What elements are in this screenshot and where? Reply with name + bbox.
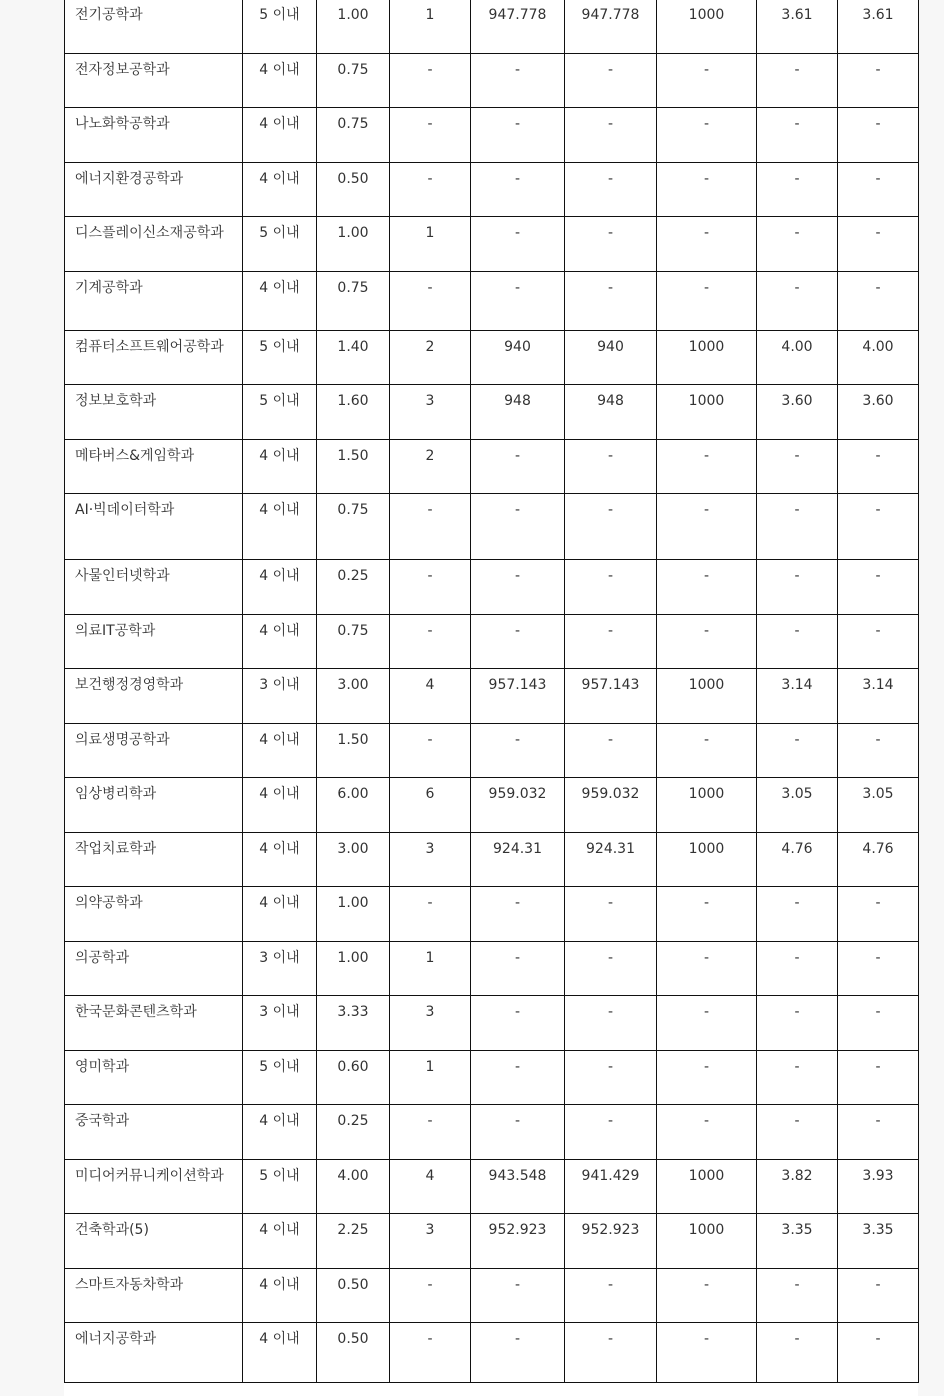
score-cell: -: [565, 996, 657, 1051]
count-cell: -: [390, 494, 471, 560]
grade-cell: -: [838, 941, 919, 996]
table-row: [65, 614, 919, 669]
table-row: [65, 1214, 919, 1269]
dept-cell: AI·빅데이터학과: [65, 494, 243, 560]
ratio-cell: 1.50: [317, 723, 390, 778]
limit-cell: 4 이내: [243, 1323, 317, 1383]
grade-cell: -: [838, 560, 919, 615]
score-cell: 957.143: [471, 669, 565, 724]
grade-cell: -: [757, 723, 838, 778]
ratio-cell: 3.33: [317, 996, 390, 1051]
ratio-cell: 0.50: [317, 1323, 390, 1383]
score-cell: -: [565, 108, 657, 163]
ratio-cell: 1.00: [317, 0, 390, 53]
limit-cell: 4 이내: [243, 560, 317, 615]
count-cell: -: [390, 723, 471, 778]
table-row: [65, 723, 919, 778]
grade-cell: -: [757, 887, 838, 942]
score-cell: -: [565, 887, 657, 942]
admission-results-table: [64, 0, 919, 1383]
score-cell: -: [471, 494, 565, 560]
grade-cell: -: [838, 108, 919, 163]
ratio-cell: 1.00: [317, 941, 390, 996]
grade-cell: -: [757, 217, 838, 272]
grade-cell: -: [838, 439, 919, 494]
table-row: [65, 494, 919, 560]
dept-cell: 영미학과: [65, 1050, 243, 1105]
score-cell: -: [565, 439, 657, 494]
count-cell: 1: [390, 217, 471, 272]
score-cell: -: [657, 560, 757, 615]
grade-cell: -: [838, 1323, 919, 1383]
grade-cell: -: [757, 439, 838, 494]
grade-cell: -: [838, 162, 919, 217]
dept-cell: 보건행정경영학과: [65, 669, 243, 724]
ratio-cell: 1.00: [317, 887, 390, 942]
grade-cell: 3.35: [838, 1214, 919, 1269]
ratio-cell: 0.25: [317, 560, 390, 615]
dept-cell: 스마트자동차학과: [65, 1268, 243, 1323]
limit-cell: 5 이내: [243, 385, 317, 440]
limit-cell: 4 이내: [243, 494, 317, 560]
count-cell: 3: [390, 1214, 471, 1269]
grade-cell: -: [838, 996, 919, 1051]
grade-cell: -: [757, 162, 838, 217]
grade-cell: -: [757, 1323, 838, 1383]
page-margin-left: [0, 0, 64, 1396]
score-cell: -: [471, 1050, 565, 1105]
score-cell: 943.548: [471, 1159, 565, 1214]
score-cell: -: [471, 53, 565, 108]
dept-cell: 의약공학과: [65, 887, 243, 942]
score-cell: -: [565, 723, 657, 778]
dept-cell: 기계공학과: [65, 271, 243, 330]
dept-cell: 전기공학과: [65, 0, 243, 53]
dept-cell: 메타버스&게임학과: [65, 439, 243, 494]
dept-cell: 임상병리학과: [65, 778, 243, 833]
table-row: [65, 162, 919, 217]
table-row: [65, 941, 919, 996]
limit-cell: 4 이내: [243, 614, 317, 669]
ratio-cell: 1.50: [317, 439, 390, 494]
count-cell: 3: [390, 385, 471, 440]
score-cell: -: [657, 494, 757, 560]
grade-cell: 3.35: [757, 1214, 838, 1269]
grade-cell: -: [838, 1268, 919, 1323]
dept-cell: 전자정보공학과: [65, 53, 243, 108]
score-cell: -: [657, 941, 757, 996]
count-cell: -: [390, 1105, 471, 1160]
dept-cell: 사물인터넷학과: [65, 560, 243, 615]
score-cell: 1000: [657, 1214, 757, 1269]
grade-cell: -: [838, 1050, 919, 1105]
count-cell: 3: [390, 832, 471, 887]
score-cell: -: [565, 1323, 657, 1383]
limit-cell: 4 이내: [243, 778, 317, 833]
limit-cell: 4 이내: [243, 162, 317, 217]
dept-cell: 건축학과(5): [65, 1214, 243, 1269]
limit-cell: 4 이내: [243, 887, 317, 942]
table-row: [65, 108, 919, 163]
score-cell: -: [471, 614, 565, 669]
dept-cell: 컴퓨터소프트웨어공학과: [65, 330, 243, 385]
score-cell: -: [657, 614, 757, 669]
limit-cell: 3 이내: [243, 996, 317, 1051]
ratio-cell: 0.25: [317, 1105, 390, 1160]
grade-cell: -: [838, 271, 919, 330]
grade-cell: 3.60: [757, 385, 838, 440]
table-row: [65, 996, 919, 1051]
grade-cell: -: [838, 53, 919, 108]
count-cell: -: [390, 53, 471, 108]
score-cell: -: [565, 494, 657, 560]
dept-cell: 에너지환경공학과: [65, 162, 243, 217]
score-cell: 940: [565, 330, 657, 385]
limit-cell: 4 이내: [243, 1268, 317, 1323]
score-cell: 924.31: [471, 832, 565, 887]
limit-cell: 4 이내: [243, 1214, 317, 1269]
score-cell: -: [657, 1268, 757, 1323]
table-row: [65, 271, 919, 330]
page-margin-right: [918, 0, 944, 1396]
table-row: [65, 385, 919, 440]
limit-cell: 4 이내: [243, 832, 317, 887]
score-cell: -: [565, 271, 657, 330]
grade-cell: -: [757, 1268, 838, 1323]
count-cell: 4: [390, 1159, 471, 1214]
table-row: [65, 0, 919, 53]
score-cell: -: [471, 1105, 565, 1160]
limit-cell: 5 이내: [243, 217, 317, 272]
score-cell: 1000: [657, 669, 757, 724]
limit-cell: 3 이내: [243, 669, 317, 724]
ratio-cell: 0.75: [317, 271, 390, 330]
ratio-cell: 0.50: [317, 1268, 390, 1323]
score-cell: 959.032: [565, 778, 657, 833]
score-cell: 948: [565, 385, 657, 440]
score-cell: 1000: [657, 778, 757, 833]
score-cell: -: [471, 723, 565, 778]
grade-cell: 3.05: [757, 778, 838, 833]
score-cell: 947.778: [565, 0, 657, 53]
grade-cell: 3.61: [757, 0, 838, 53]
score-cell: -: [471, 887, 565, 942]
score-cell: 941.429: [565, 1159, 657, 1214]
limit-cell: 4 이내: [243, 271, 317, 330]
limit-cell: 3 이내: [243, 941, 317, 996]
score-cell: -: [565, 217, 657, 272]
limit-cell: 5 이내: [243, 330, 317, 385]
dept-cell: 정보보호학과: [65, 385, 243, 440]
count-cell: -: [390, 1268, 471, 1323]
dept-cell: 한국문화콘텐츠학과: [65, 996, 243, 1051]
table-row: [65, 887, 919, 942]
count-cell: -: [390, 887, 471, 942]
grade-cell: -: [838, 887, 919, 942]
ratio-cell: 2.25: [317, 1214, 390, 1269]
score-cell: -: [565, 1105, 657, 1160]
dept-cell: 작업치료학과: [65, 832, 243, 887]
grade-cell: -: [757, 53, 838, 108]
score-cell: 947.778: [471, 0, 565, 53]
score-cell: -: [471, 560, 565, 615]
limit-cell: 4 이내: [243, 1105, 317, 1160]
score-cell: -: [471, 217, 565, 272]
score-cell: -: [471, 271, 565, 330]
ratio-cell: 6.00: [317, 778, 390, 833]
score-cell: -: [471, 1323, 565, 1383]
ratio-cell: 3.00: [317, 669, 390, 724]
score-cell: -: [471, 108, 565, 163]
score-cell: 1000: [657, 0, 757, 53]
score-cell: -: [471, 996, 565, 1051]
table-row: [65, 778, 919, 833]
ratio-cell: 4.00: [317, 1159, 390, 1214]
grade-cell: -: [757, 941, 838, 996]
score-cell: -: [657, 162, 757, 217]
ratio-cell: 1.40: [317, 330, 390, 385]
limit-cell: 4 이내: [243, 108, 317, 163]
table-row: [65, 560, 919, 615]
grade-cell: 4.76: [838, 832, 919, 887]
table-row: [65, 217, 919, 272]
grade-cell: -: [757, 494, 838, 560]
count-cell: 1: [390, 0, 471, 53]
count-cell: 2: [390, 439, 471, 494]
score-cell: -: [657, 887, 757, 942]
table-row: [65, 439, 919, 494]
score-cell: -: [471, 941, 565, 996]
grade-cell: 3.05: [838, 778, 919, 833]
count-cell: -: [390, 560, 471, 615]
grade-cell: 4.00: [757, 330, 838, 385]
score-cell: -: [471, 162, 565, 217]
table-row: [65, 1159, 919, 1214]
dept-cell: 의료생명공학과: [65, 723, 243, 778]
score-cell: -: [565, 53, 657, 108]
score-cell: -: [565, 162, 657, 217]
grade-cell: 4.00: [838, 330, 919, 385]
score-cell: -: [657, 723, 757, 778]
table-row: [65, 832, 919, 887]
score-cell: 959.032: [471, 778, 565, 833]
count-cell: -: [390, 1323, 471, 1383]
limit-cell: 4 이내: [243, 53, 317, 108]
grade-cell: 3.61: [838, 0, 919, 53]
grade-cell: -: [838, 217, 919, 272]
score-cell: -: [471, 439, 565, 494]
score-cell: -: [565, 1268, 657, 1323]
dept-cell: 중국학과: [65, 1105, 243, 1160]
grade-cell: -: [838, 494, 919, 560]
limit-cell: 4 이내: [243, 723, 317, 778]
grade-cell: -: [838, 614, 919, 669]
score-cell: -: [565, 1050, 657, 1105]
score-cell: -: [565, 560, 657, 615]
score-cell: -: [565, 614, 657, 669]
score-cell: 957.143: [565, 669, 657, 724]
grade-cell: -: [757, 560, 838, 615]
score-cell: -: [657, 1105, 757, 1160]
score-cell: -: [657, 996, 757, 1051]
ratio-cell: 1.00: [317, 217, 390, 272]
count-cell: -: [390, 614, 471, 669]
count-cell: -: [390, 271, 471, 330]
grade-cell: 3.60: [838, 385, 919, 440]
score-cell: 952.923: [565, 1214, 657, 1269]
grade-cell: -: [757, 271, 838, 330]
ratio-cell: 0.75: [317, 53, 390, 108]
dept-cell: 의공학과: [65, 941, 243, 996]
score-cell: -: [471, 1268, 565, 1323]
grade-cell: 3.82: [757, 1159, 838, 1214]
limit-cell: 5 이내: [243, 1050, 317, 1105]
table-row: [65, 1050, 919, 1105]
score-cell: 952.923: [471, 1214, 565, 1269]
grade-cell: 3.14: [838, 669, 919, 724]
score-cell: 1000: [657, 330, 757, 385]
score-cell: -: [657, 271, 757, 330]
count-cell: -: [390, 162, 471, 217]
score-cell: 1000: [657, 832, 757, 887]
score-cell: -: [657, 1050, 757, 1105]
ratio-cell: 3.00: [317, 832, 390, 887]
score-cell: -: [657, 439, 757, 494]
ratio-cell: 0.50: [317, 162, 390, 217]
count-cell: 6: [390, 778, 471, 833]
dept-cell: 의료IT공학과: [65, 614, 243, 669]
ratio-cell: 0.75: [317, 614, 390, 669]
score-cell: -: [657, 53, 757, 108]
grade-cell: 4.76: [757, 832, 838, 887]
limit-cell: 5 이내: [243, 1159, 317, 1214]
score-cell: -: [657, 108, 757, 163]
grade-cell: 3.93: [838, 1159, 919, 1214]
dept-cell: 에너지공학과: [65, 1323, 243, 1383]
score-cell: 924.31: [565, 832, 657, 887]
table-row: [65, 1105, 919, 1160]
dept-cell: 나노화학공학과: [65, 108, 243, 163]
table-row: [65, 1268, 919, 1323]
dept-cell: 디스플레이신소재공학과: [65, 217, 243, 272]
count-cell: 3: [390, 996, 471, 1051]
ratio-cell: 1.60: [317, 385, 390, 440]
dept-cell: 미디어커뮤니케이션학과: [65, 1159, 243, 1214]
score-cell: 948: [471, 385, 565, 440]
grade-cell: 3.14: [757, 669, 838, 724]
ratio-cell: 0.75: [317, 108, 390, 163]
grade-cell: -: [757, 1105, 838, 1160]
table-row: [65, 330, 919, 385]
count-cell: 1: [390, 941, 471, 996]
score-cell: -: [565, 941, 657, 996]
grade-cell: -: [757, 996, 838, 1051]
score-cell: -: [657, 1323, 757, 1383]
grade-cell: -: [757, 614, 838, 669]
score-cell: 1000: [657, 1159, 757, 1214]
table-row: [65, 1323, 919, 1383]
grade-cell: -: [838, 1105, 919, 1160]
score-cell: 1000: [657, 385, 757, 440]
ratio-cell: 0.60: [317, 1050, 390, 1105]
table-row: [65, 53, 919, 108]
count-cell: 4: [390, 669, 471, 724]
ratio-cell: 0.75: [317, 494, 390, 560]
count-cell: -: [390, 108, 471, 163]
grade-cell: -: [757, 1050, 838, 1105]
limit-cell: 5 이내: [243, 0, 317, 53]
limit-cell: 4 이내: [243, 439, 317, 494]
grade-cell: -: [757, 108, 838, 163]
table-row: [65, 669, 919, 724]
score-cell: 940: [471, 330, 565, 385]
score-cell: -: [657, 217, 757, 272]
grade-cell: -: [838, 723, 919, 778]
count-cell: 2: [390, 330, 471, 385]
count-cell: 1: [390, 1050, 471, 1105]
